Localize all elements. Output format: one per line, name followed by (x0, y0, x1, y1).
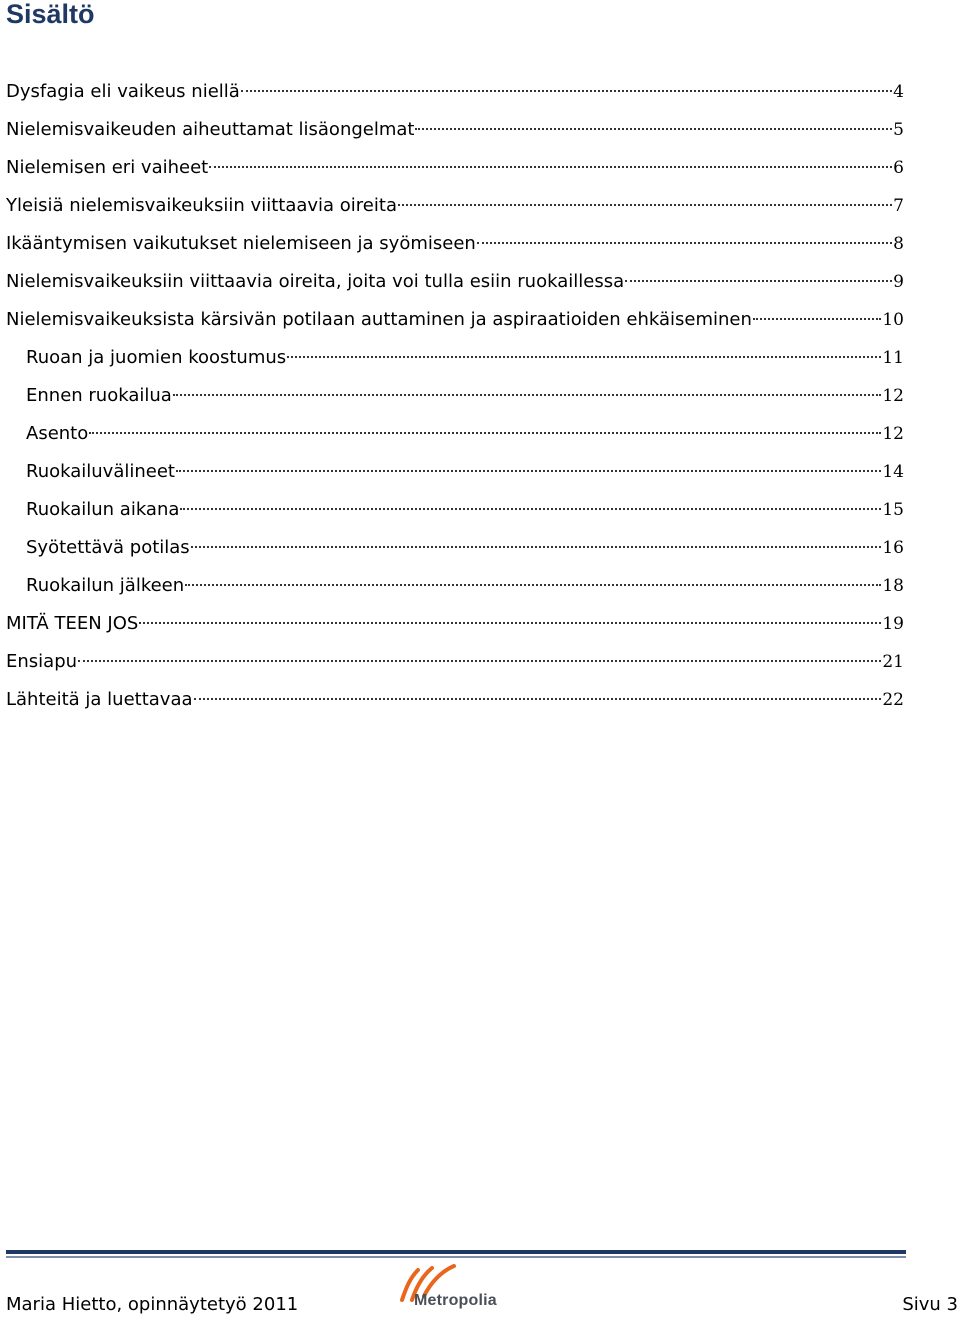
toc-entry[interactable] (0, 643, 904, 681)
footer-divider (6, 1250, 906, 1254)
toc-dot-leader (625, 280, 892, 282)
toc-dot-leader (78, 660, 881, 662)
toc-dot-leader (477, 242, 892, 244)
toc-dot-leader (180, 508, 881, 510)
toc-dot-leader (139, 622, 881, 624)
toc-entry-title: Nielemisvaikeuksista kärsivän potilaan auttaminen ja aspiraatioiden ehkäiseminen (6, 309, 752, 330)
toc-entry-title: Nielemisvaikeuden aiheuttamat lisäongelmat (6, 119, 415, 140)
toc-dot-leader (753, 318, 881, 320)
toc-entry[interactable] (0, 225, 904, 263)
metropolia-logo-text: Metropolia (414, 1292, 497, 1309)
toc-entry-page: 19 (882, 614, 904, 634)
toc-entry-title: MITÄ TEEN JOS (6, 613, 139, 634)
toc-dot-leader (89, 432, 881, 434)
toc-entry-page: 4 (893, 82, 904, 102)
toc-entry-title: Ikääntymisen vaikutukset nielemiseen ja syömiseen (6, 233, 476, 254)
toc-entry-page: 10 (882, 310, 904, 330)
footer-divider-thin (6, 1256, 906, 1258)
toc-dot-leader (287, 356, 881, 358)
toc-entry-title: Nielemisvaikeuksiin viittaavia oireita, joita voi tulla esiin ruokaillessa (6, 271, 625, 292)
toc-entry[interactable] (0, 111, 904, 149)
toc-dot-leader (398, 204, 892, 206)
toc-entry-title: Ennen ruokailua (26, 385, 172, 406)
toc-entry-title: Asento (26, 423, 89, 444)
toc-entry-page: 6 (893, 158, 904, 178)
footer-author: Maria Hietto, opinnäytetyö 2011 (6, 1294, 299, 1315)
toc-dot-leader (191, 546, 882, 548)
toc-entry-title: Ruoan ja juomien koostumus (26, 347, 287, 368)
toc-dot-leader (241, 90, 892, 92)
toc-entry[interactable] (0, 605, 904, 643)
metropolia-logo (396, 1262, 518, 1314)
toc-entry[interactable] (0, 415, 904, 453)
toc-entry-page: 11 (882, 348, 904, 368)
toc-entry-title: Ruokailun aikana (26, 499, 180, 520)
toc-entry[interactable] (0, 187, 904, 225)
toc-entry-page: 18 (882, 576, 904, 596)
toc-entry-title: Ruokailun jälkeen (26, 575, 185, 596)
footer-page-number: Sivu 3 (902, 1294, 958, 1315)
toc-entry[interactable] (0, 491, 904, 529)
toc-entry[interactable] (0, 567, 904, 605)
toc-entry-page: 8 (893, 234, 904, 254)
toc-entry-page: 15 (882, 500, 904, 520)
toc-entry-page: 22 (882, 690, 904, 710)
toc-entry-page: 14 (882, 462, 904, 482)
toc-dot-leader (173, 394, 882, 396)
table-of-contents (0, 73, 904, 719)
toc-dot-leader (176, 470, 881, 472)
toc-entry-title: Nielemisen eri vaiheet (6, 157, 209, 178)
toc-entry-page: 16 (882, 538, 904, 558)
toc-dot-leader (209, 166, 892, 168)
toc-entry[interactable] (0, 529, 904, 567)
toc-entry[interactable] (0, 377, 904, 415)
toc-entry-title: Ruokailuvälineet (26, 461, 175, 482)
toc-entry-title: Yleisiä nielemisvaikeuksiin viittaavia oireita (6, 195, 397, 216)
toc-entry-page: 9 (893, 272, 904, 292)
toc-dot-leader (415, 128, 892, 130)
toc-entry[interactable] (0, 301, 904, 339)
toc-entry-title: Syötettävä potilas (26, 537, 190, 558)
toc-entry-title: Lähteitä ja luettavaa (6, 689, 193, 710)
toc-entry[interactable] (0, 263, 904, 301)
toc-entry[interactable] (0, 149, 904, 187)
toc-entry-page: 12 (882, 386, 904, 406)
toc-dot-leader (194, 698, 882, 700)
toc-entry[interactable] (0, 453, 904, 491)
toc-entry-title: Ensiapu (6, 651, 78, 672)
toc-entry-page: 5 (893, 120, 904, 140)
toc-entry-title: Dysfagia eli vaikeus niellä (6, 81, 240, 102)
toc-entry[interactable] (0, 73, 904, 111)
toc-entry-page: 12 (882, 424, 904, 444)
page-title: Sisältö (6, 0, 95, 29)
toc-entry[interactable] (0, 339, 904, 377)
toc-entry-page: 7 (893, 196, 904, 216)
toc-entry-page: 21 (882, 652, 904, 672)
toc-dot-leader (185, 584, 881, 586)
toc-entry[interactable] (0, 681, 904, 719)
